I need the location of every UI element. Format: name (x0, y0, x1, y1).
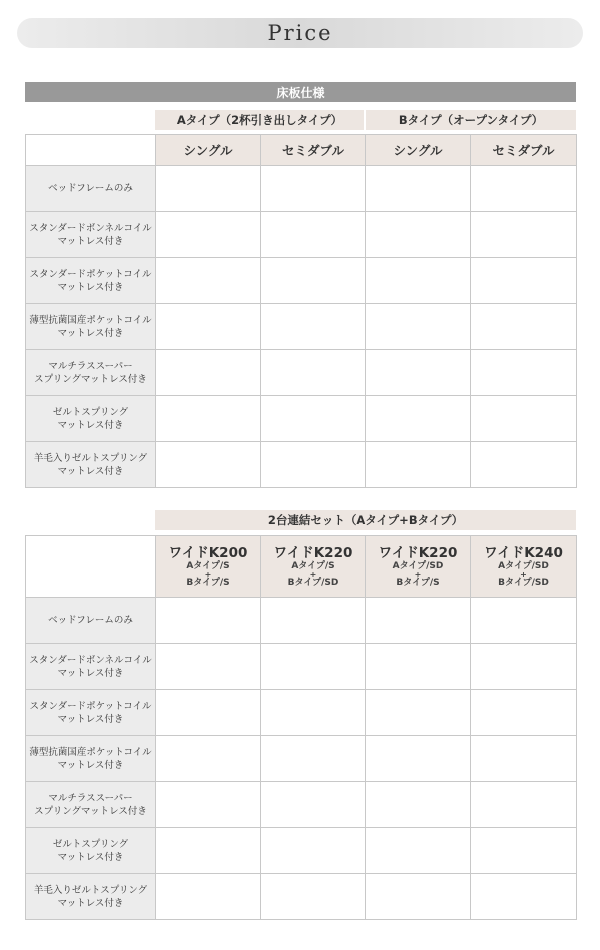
price-table-single (25, 134, 577, 488)
price-cell (261, 736, 366, 782)
plus-sign: + (204, 570, 212, 579)
row-label (26, 442, 156, 488)
row-label-line: マルチラススーパー (48, 792, 133, 804)
table-row (26, 350, 577, 396)
price-cell (156, 598, 261, 644)
corner-cell (26, 135, 156, 166)
price-cell (261, 212, 366, 258)
row-label-line: 羊毛入りゼルトスプリング (33, 884, 148, 896)
row-label-line: スタンダードボンネルコイル (29, 222, 152, 234)
column-header (261, 536, 366, 598)
table-row (26, 396, 577, 442)
price-cell (366, 736, 471, 782)
row-label-line: マットレス付き (57, 281, 124, 293)
header-row (26, 536, 577, 598)
row-label (26, 598, 156, 644)
price-cell (366, 598, 471, 644)
table-row (26, 304, 577, 350)
price-cell (366, 258, 471, 304)
price-cell (156, 690, 261, 736)
price-cell (156, 212, 261, 258)
floor-spec-header (25, 82, 576, 102)
price-cell (156, 350, 261, 396)
column-header (366, 536, 471, 598)
page-title-bar (17, 18, 583, 48)
price-cell (261, 598, 366, 644)
plus-sign: + (414, 570, 422, 579)
table-row (26, 690, 577, 736)
type-a-size: Aタイプ/S (291, 560, 335, 571)
table-row (26, 782, 577, 828)
price-cell (366, 782, 471, 828)
row-label-line: ベッドフレームのみ (48, 615, 133, 626)
row-label-line: マットレス付き (57, 897, 124, 909)
price-cell (471, 442, 577, 488)
row-label-line: スプリングマットレス付き (34, 805, 147, 817)
price-cell (261, 690, 366, 736)
row-label (26, 874, 156, 920)
page-title: Price (267, 21, 333, 45)
row-label-line: マットレス付き (57, 419, 124, 431)
group-header-type-a (155, 110, 364, 130)
price-cell (471, 396, 577, 442)
price-cell (261, 442, 366, 488)
row-label-line: 薄型抗菌国産ポケットコイル (29, 746, 152, 758)
corner-cell (26, 536, 156, 598)
table-row (26, 644, 577, 690)
price-cell (471, 598, 577, 644)
column-header: シングル (366, 135, 471, 166)
type-a-size: Aタイプ/S (186, 560, 230, 571)
group-label-type-a: Aタイプ（2杯引き出しタイプ） (176, 113, 343, 127)
wide-size-name: ワイドK220 (378, 544, 458, 561)
price-cell (156, 828, 261, 874)
column-header: セミダブル (471, 135, 577, 166)
row-label-line: ゼルトスプリング (52, 838, 129, 850)
price-cell (366, 166, 471, 212)
price-cell (366, 874, 471, 920)
row-label (26, 166, 156, 212)
price-cell (261, 396, 366, 442)
price-cell (471, 350, 577, 396)
column-header (471, 536, 577, 598)
price-cell (156, 874, 261, 920)
table-row (26, 442, 577, 488)
price-cell (471, 874, 577, 920)
group-label-combo-set: 2台連結セット（Aタイプ+Bタイプ） (267, 513, 464, 527)
table-row (26, 736, 577, 782)
row-label-line: ゼルトスプリング (52, 406, 129, 418)
price-cell (471, 690, 577, 736)
price-table-combo (25, 535, 577, 920)
table-row (26, 212, 577, 258)
row-label (26, 304, 156, 350)
column-header: シングル (156, 135, 261, 166)
row-label-line: スプリングマットレス付き (34, 373, 147, 385)
row-label (26, 736, 156, 782)
price-cell (366, 304, 471, 350)
price-cell (156, 442, 261, 488)
row-label (26, 350, 156, 396)
plus-sign: + (309, 570, 317, 579)
row-label-line: マットレス付き (57, 235, 124, 247)
price-cell (366, 442, 471, 488)
price-cell (156, 304, 261, 350)
group-header-combo-set (155, 510, 576, 530)
price-cell (261, 258, 366, 304)
price-cell (471, 782, 577, 828)
price-cell (261, 874, 366, 920)
row-label (26, 782, 156, 828)
type-a-size: Aタイプ/SD (498, 560, 549, 571)
row-label-line: マルチラススーパー (48, 360, 133, 372)
row-label-line: マットレス付き (57, 327, 124, 339)
row-label-line: スタンダードボンネルコイル (29, 654, 152, 666)
header-row (26, 135, 577, 166)
type-b-size: Bタイプ/SD (498, 578, 549, 588)
wide-size-name: ワイドK200 (168, 544, 248, 561)
price-cell (156, 736, 261, 782)
price-cell (471, 828, 577, 874)
price-cell (156, 166, 261, 212)
type-a-size: Aタイプ/SD (392, 560, 444, 571)
table-row (26, 828, 577, 874)
wide-size-name: ワイドK240 (484, 544, 563, 561)
price-cell (156, 782, 261, 828)
price-cell (261, 782, 366, 828)
row-label-line: マットレス付き (57, 667, 124, 679)
row-label-line: ベッドフレームのみ (48, 183, 133, 194)
row-label-line: スタンダードポケットコイル (29, 268, 152, 280)
price-cell (261, 166, 366, 212)
row-label-line: マットレス付き (57, 465, 124, 477)
row-label (26, 644, 156, 690)
wide-size-name: ワイドK220 (273, 544, 353, 561)
table-row (26, 874, 577, 920)
row-label-line: マットレス付き (57, 713, 124, 725)
type-b-size: Bタイプ/S (396, 578, 440, 588)
table-row (26, 258, 577, 304)
price-cell (366, 212, 471, 258)
row-label-line: マットレス付き (57, 759, 124, 771)
row-label-line: 薄型抗菌国産ポケットコイル (29, 314, 152, 326)
table-row (26, 166, 577, 212)
price-cell (366, 690, 471, 736)
price-cell (261, 350, 366, 396)
price-cell (366, 396, 471, 442)
row-label-line: 羊毛入りゼルトスプリング (33, 452, 148, 464)
price-cell (366, 828, 471, 874)
type-b-size: Bタイプ/S (186, 578, 230, 588)
price-cell (156, 396, 261, 442)
column-header (156, 536, 261, 598)
price-cell (471, 736, 577, 782)
price-cell (471, 166, 577, 212)
price-cell (366, 350, 471, 396)
row-label (26, 396, 156, 442)
plus-sign: + (520, 570, 527, 579)
floor-spec-label: 床板仕様 (276, 85, 325, 100)
row-label-line: スタンダードポケットコイル (29, 700, 152, 712)
price-cell (156, 644, 261, 690)
price-cell (366, 644, 471, 690)
group-label-type-b: Bタイプ（オープンタイプ） (398, 113, 544, 127)
group-header-type-b (366, 110, 576, 130)
column-header: セミダブル (261, 135, 366, 166)
price-cell (471, 258, 577, 304)
price-cell (261, 644, 366, 690)
price-cell (261, 304, 366, 350)
row-label-line: マットレス付き (57, 851, 124, 863)
row-label (26, 690, 156, 736)
table-row (26, 598, 577, 644)
price-cell (156, 258, 261, 304)
price-cell (471, 212, 577, 258)
row-label (26, 212, 156, 258)
price-cell (471, 644, 577, 690)
row-label (26, 828, 156, 874)
price-cell (471, 304, 577, 350)
price-cell (261, 828, 366, 874)
type-b-size: Bタイプ/SD (287, 578, 339, 588)
row-label (26, 258, 156, 304)
